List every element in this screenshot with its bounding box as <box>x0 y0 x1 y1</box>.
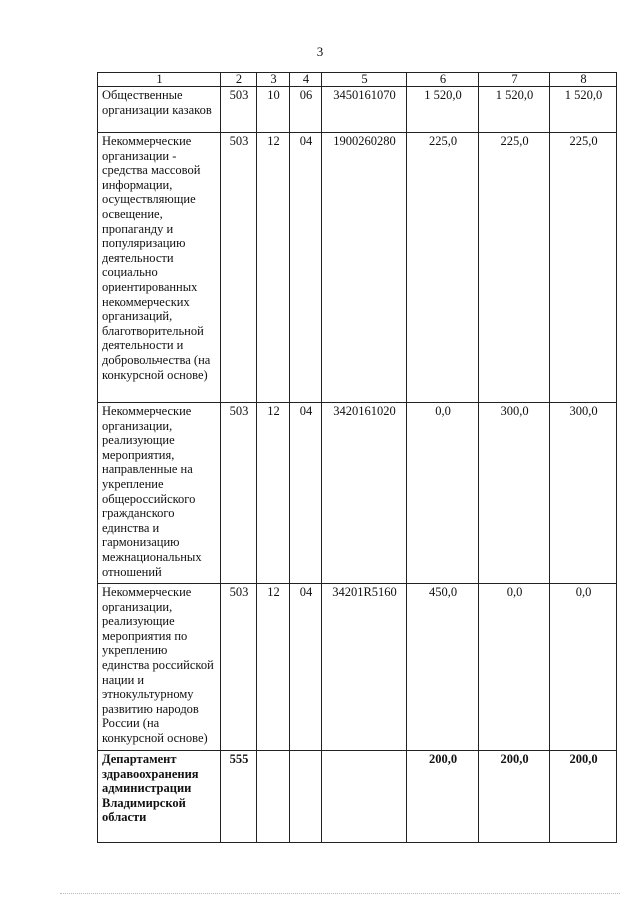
column-header: 5 <box>322 73 407 87</box>
amount-cell: 200,0 <box>407 751 479 843</box>
chapter-cell: 503 <box>221 133 257 403</box>
amount-cell: 1 520,0 <box>550 87 617 133</box>
amount-cell: 1 520,0 <box>407 87 479 133</box>
target-article-cell: 34201R5160 <box>322 584 407 751</box>
subsection-cell: 04 <box>290 584 322 751</box>
target-article-cell: 3420161020 <box>322 403 407 584</box>
column-header: 7 <box>479 73 550 87</box>
column-header: 8 <box>550 73 617 87</box>
column-header: 2 <box>221 73 257 87</box>
subsection-cell: 06 <box>290 87 322 133</box>
row-name-cell: Некоммерческие организации, реализующие мероприятия по укреплению единства российской нации и этнокультурному развитию народов России (на конкурсной основе) <box>98 584 221 751</box>
page-number: 3 <box>316 44 324 59</box>
table-row <box>98 584 617 751</box>
section-cell: 12 <box>257 403 290 584</box>
target-article-cell: 3450161070 <box>322 87 407 133</box>
section-cell <box>257 751 290 843</box>
chapter-cell: 503 <box>221 403 257 584</box>
table-row <box>98 133 617 403</box>
subsection-cell: 04 <box>290 403 322 584</box>
subsection-cell <box>290 751 322 843</box>
subsection-cell: 04 <box>290 133 322 403</box>
table-row <box>98 751 617 843</box>
row-name-cell: Общественные организации казаков <box>98 87 221 133</box>
column-header: 3 <box>257 73 290 87</box>
amount-cell: 1 520,0 <box>479 87 550 133</box>
amount-cell: 225,0 <box>550 133 617 403</box>
row-name-cell: Некоммерческие организации - средства массовой информации, осуществляющие освещение, пропаганду и популяризацию деятельности социально ориентированных некоммерческих организаций, благотворительной деятельности и добровольчества (на конкурсной основе) <box>98 133 221 403</box>
chapter-cell: 503 <box>221 584 257 751</box>
column-header: 1 <box>98 73 221 87</box>
section-cell: 12 <box>257 133 290 403</box>
section-cell: 10 <box>257 87 290 133</box>
amount-cell: 225,0 <box>479 133 550 403</box>
target-article-cell <box>322 751 407 843</box>
amount-cell: 300,0 <box>550 403 617 584</box>
bottom-dotted-rule <box>60 893 620 894</box>
table-row <box>98 87 617 133</box>
budget-table <box>97 72 617 843</box>
amount-cell: 0,0 <box>479 584 550 751</box>
chapter-cell: 503 <box>221 87 257 133</box>
amount-cell: 200,0 <box>550 751 617 843</box>
column-header: 6 <box>407 73 479 87</box>
section-cell: 12 <box>257 584 290 751</box>
target-article-cell: 1900260280 <box>322 133 407 403</box>
amount-cell: 225,0 <box>407 133 479 403</box>
table-header-row <box>98 73 617 87</box>
chapter-cell: 555 <box>221 751 257 843</box>
amount-cell: 0,0 <box>550 584 617 751</box>
amount-cell: 200,0 <box>479 751 550 843</box>
amount-cell: 0,0 <box>407 403 479 584</box>
row-name-cell: Некоммерческие организации, реализующие мероприятия, направленные на укрепление общероссийского гражданского единства и гармонизацию межнациональных отношений <box>98 403 221 584</box>
row-name-cell: Департамент здравоохранения администрации Владимирской области <box>98 751 221 843</box>
table-row <box>98 403 617 584</box>
column-header: 4 <box>290 73 322 87</box>
amount-cell: 450,0 <box>407 584 479 751</box>
amount-cell: 300,0 <box>479 403 550 584</box>
